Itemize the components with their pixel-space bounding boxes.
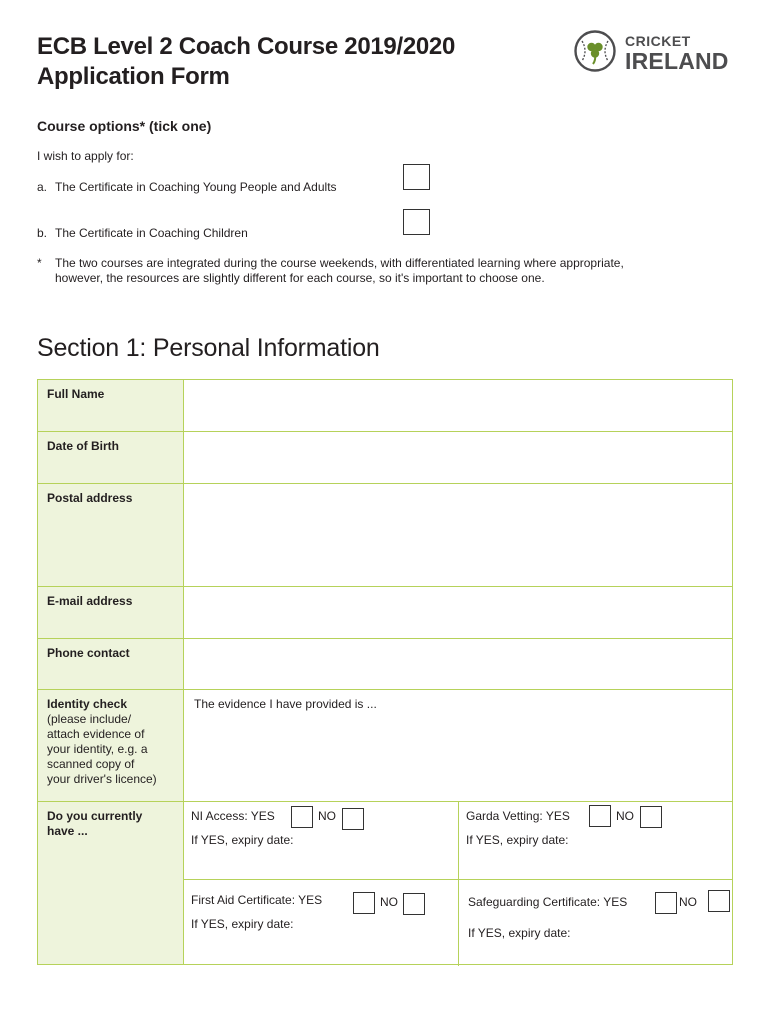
identity-hint-2: attach evidence of xyxy=(47,727,145,741)
ni-access-no-label: NO xyxy=(318,809,336,823)
row-divider xyxy=(38,431,732,432)
ni-access-label: NI Access: YES xyxy=(191,809,275,823)
ni-access-yes-checkbox[interactable] xyxy=(291,806,313,828)
current-label-line2: have ... xyxy=(47,824,88,838)
option-b xyxy=(37,226,248,240)
option-b-label: The Certificate in Coaching Children xyxy=(55,226,248,240)
phone-label: Phone contact xyxy=(47,646,130,660)
full-name-label: Full Name xyxy=(47,387,105,401)
garda-vetting-expiry: If YES, expiry date: xyxy=(466,833,569,847)
garda-vetting-no-label: NO xyxy=(616,809,634,823)
email-label: E-mail address xyxy=(47,594,133,608)
cricket-ireland-logo xyxy=(574,28,738,78)
note-line1: The two courses are integrated during the course weekends, with differentiated learning where appropriate, xyxy=(55,256,624,270)
shamrock-cricket-ball-icon xyxy=(574,30,616,72)
note-line2: however, the resources are slightly different for each course, so it's important to choose one. xyxy=(55,271,545,285)
identity-hint-5: your driver's licence) xyxy=(47,772,157,786)
row-divider xyxy=(38,483,732,484)
option-a-marker: a. xyxy=(37,180,48,194)
form-title xyxy=(37,32,455,92)
form-title-line1: ECB Level 2 Coach Course 2019/2020 xyxy=(37,33,456,60)
option-a xyxy=(37,180,337,194)
row-divider xyxy=(38,586,732,587)
identity-hint-3: your identity, e.g. a xyxy=(47,742,148,756)
safeguarding-no-label: NO xyxy=(679,895,697,909)
garda-vetting-yes-checkbox[interactable] xyxy=(589,805,611,827)
postal-address-field[interactable] xyxy=(186,485,731,586)
first-aid-expiry: If YES, expiry date: xyxy=(191,917,294,931)
note-marker: * xyxy=(37,256,42,270)
option-a-checkbox[interactable] xyxy=(403,164,430,190)
full-name-field[interactable] xyxy=(186,381,731,431)
logo-text-cricket: CRICKET xyxy=(625,33,691,49)
identity-field[interactable] xyxy=(186,691,731,801)
identity-field-prompt: The evidence I have provided is ... xyxy=(194,697,377,711)
course-options-intro: I wish to apply for: xyxy=(37,149,134,163)
safeguarding-expiry: If YES, expiry date: xyxy=(468,926,571,940)
first-aid-no-label: NO xyxy=(380,895,398,909)
row-divider xyxy=(38,689,732,690)
section-1-title: Section 1: Personal Information xyxy=(37,334,380,362)
course-options-heading: Course options* (tick one) xyxy=(37,118,212,134)
column-divider xyxy=(458,801,459,966)
postal-address-label: Postal address xyxy=(47,491,133,505)
row-divider xyxy=(38,638,732,639)
current-label-line1: Do you currently xyxy=(47,809,143,823)
first-aid-no-checkbox[interactable] xyxy=(403,893,425,915)
option-b-checkbox[interactable] xyxy=(403,209,430,235)
first-aid-yes-checkbox[interactable] xyxy=(353,892,375,914)
identity-check-label xyxy=(47,697,179,787)
ni-access-expiry: If YES, expiry date: xyxy=(191,833,294,847)
email-field[interactable] xyxy=(186,588,731,638)
garda-vetting-no-checkbox[interactable] xyxy=(640,806,662,828)
ni-access-no-checkbox[interactable] xyxy=(342,808,364,830)
identity-hint-1: (please include/ xyxy=(47,712,132,726)
dob-field[interactable] xyxy=(186,433,731,483)
option-b-marker: b. xyxy=(37,226,48,240)
row-divider xyxy=(38,801,732,802)
option-a-label: The Certificate in Coaching Young People and Adults xyxy=(55,180,337,194)
course-note xyxy=(37,256,717,286)
garda-vetting-label: Garda Vetting: YES xyxy=(466,809,570,823)
safeguarding-no-checkbox[interactable] xyxy=(708,890,730,912)
first-aid-label: First Aid Certificate: YES xyxy=(191,893,323,907)
logo-text-ireland: IRELAND xyxy=(625,48,729,74)
safeguarding-yes-checkbox[interactable] xyxy=(655,892,677,914)
dob-label: Date of Birth xyxy=(47,439,119,453)
phone-field[interactable] xyxy=(186,640,731,689)
identity-hint-4: scanned copy of xyxy=(47,757,135,771)
identity-check-title: Identity check xyxy=(47,697,128,711)
current-certifications-label xyxy=(47,809,179,839)
form-title-line2: Application Form xyxy=(37,63,230,90)
personal-info-form xyxy=(37,379,733,965)
safeguarding-label: Safeguarding Certificate: YES xyxy=(468,895,628,909)
label-column xyxy=(38,380,184,964)
